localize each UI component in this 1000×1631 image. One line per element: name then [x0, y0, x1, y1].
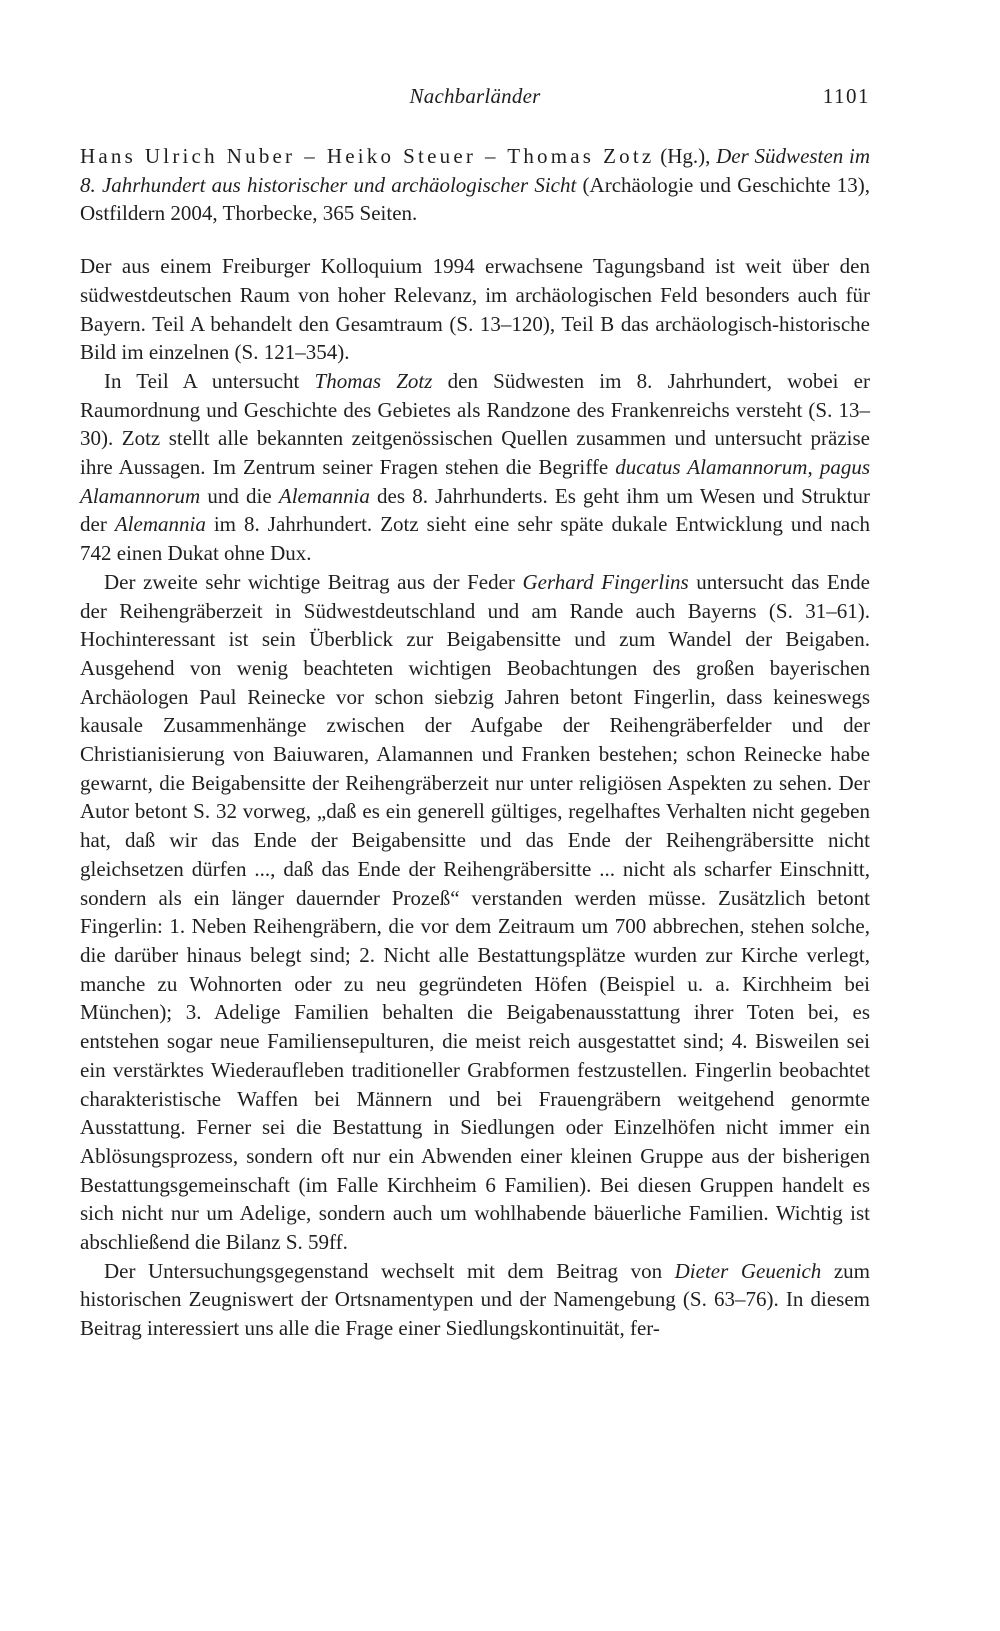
- page-header: [80, 84, 870, 116]
- italic-name: Alemannia: [278, 483, 370, 508]
- text-run: des 8. Jahrhunderts. Es geht ihm um Wesen und Struktur der: [80, 483, 871, 537]
- book-title: Der Südwesten im 8. Jahrhundert aus historischer und archäologischer Sicht: [80, 144, 870, 197]
- paragraph: [80, 252, 870, 367]
- italic-name: Thomas Zotz: [314, 368, 433, 393]
- paragraph: [80, 568, 870, 1257]
- italic-name: Gerhard Fingerlins: [522, 569, 689, 594]
- page-number: 1101: [822, 84, 870, 108]
- text-run: ,: [807, 455, 820, 480]
- body-text: [80, 142, 870, 1343]
- text-run: den Südwesten im 8. Jahrhundert, wobei er Raumordnung und Geschichte des Gebietes als Randzone des Frankenreichs versteht (S. 13–30). Zotz stellt alle bekannten zeitgenössischen Quellen zusammen und untersucht präzise ihre Aussagen. Im Zentrum seiner Fragen stehen die Begriffe: [80, 368, 870, 480]
- italic-name: Alemannia: [114, 512, 206, 537]
- text-run: Der zweite sehr wichtige Beitrag aus der Feder: [104, 569, 523, 594]
- text-run: zum historischen Zeugniswert der Ortsnamentypen und der Namengebung (S. 63–76). In diesem Beitrag interessiert uns alle die Frage einer Siedlungskontinuität, fer-: [80, 1258, 870, 1341]
- paragraph: [80, 1257, 870, 1343]
- book-details: (Archäologie und Geschichte 13), Ostfildern 2004, Thorbecke, 365 Seiten.: [80, 172, 870, 226]
- text-run: Der Untersuchungsgegenstand wechselt mit dem Beitrag von: [104, 1258, 675, 1283]
- text-run: untersucht das Ende der Reihengräberzeit in Südwestdeutschland und am Rande auch Bayerns (S. 31–61). Hochinteressant ist sein Überblick zur Beigabensitte und zum Wandel der Beigaben. Ausgehend von wenig beachteten wichtigen Beobachtungen des großen bayerischen Archäologen Paul Reinecke vor schon siebzig Jahren betont Fingerlin, dass keineswegs kausale Zusammenhänge zwischen der Aufgabe der Reihengräberfelder und der Christianisierung von Baiuwaren, Alamannen und Franken bestehen; schon Reinecke habe gewarnt, die Beigabensitte der Reihengräberzeit nur unter religiösen Aspekten zu sehen. Der Autor betont S. 32 vorweg, „daß es ein generell gültiges, regelhaftes Verhalten nicht gegeben hat, daß wir das Ende der Beigabensitte und das Ende der Reihengräbersitte nicht gleichsetzen dürfen ..., daß das Ende der Reihengräbersitte ... nicht als scharfer Einschnitt, sondern als ein länger dauernder Prozeß“ verstanden werden müsse. Zusätzlich betont Fingerlin: 1. Neben Reihengräbern, die vor dem Zeitraum um 700 abbrechen, stehen solche, die darüber hinaus belegt sind; 2. Nicht alle Bestattungsplätze wurden zur Kirche verlegt, manche zu Wohnorten oder zu neu gegründeten Höfen (Beispiel u. a. Kirchheim bei München); 3. Adelige Familien behalten die Beigabenausstattung ihrer Toten bei, es entstehen sogar neue Familiensepulturen, die meist reich ausgestattet sind; 4. Bisweilen sei ein verstärktes Wiederaufleben traditioneller Grabformen festzustellen. Fingerlin beobachtet charakteristische Waffen bei Männern und bei Frauengräbern weitgehend genormte Ausstattung. Ferner sei die Bestattung in Siedlungen oder Einzelhöfen nicht immer ein Ablösungsprozess, sondern oft nur ein Abwenden einer kleinen Gruppe aus der bisherigen Bestattungsgemeinschaft (im Falle Kirchheim 6 Familien). Bei diesen Gruppen handelt es sich nicht nur um Adelige, sondern auch um wohlhabende bäuerliche Familien. Wichtig ist abschließend die Bilanz S. 59ff.: [80, 569, 870, 1255]
- paragraph: [80, 367, 870, 568]
- editor-marker: (Hg.),: [654, 144, 717, 168]
- text-run: im 8. Jahrhundert. Zotz sieht eine sehr späte dukale Entwicklung und nach 742 einen Dukat ohne Dux.: [80, 512, 870, 566]
- text-run: In Teil A untersucht: [104, 368, 315, 393]
- italic-name: Dieter Geuenich: [674, 1258, 822, 1283]
- book-authors: Hans Ulrich Nuber – Heiko Steuer – Thomas Zotz: [80, 144, 655, 168]
- italic-name: ducatus Alamannorum: [615, 455, 808, 480]
- running-head: Nachbarländer: [409, 84, 541, 108]
- text-run: und die: [200, 483, 279, 508]
- text-run: Der aus einem Freiburger Kolloquium 1994 erwachsene Tagungsband ist weit über den südwestdeutschen Raum von hoher Relevanz, im archäologischen Feld besonders auch für Bayern. Teil A behandelt den Gesamtraum (S. 13–120), Teil B das archäologisch-historische Bild im einzelnen (S. 121–354).: [80, 254, 870, 365]
- bibliographic-entry: [80, 142, 870, 228]
- italic-name: pagus Alamannorum: [80, 455, 871, 508]
